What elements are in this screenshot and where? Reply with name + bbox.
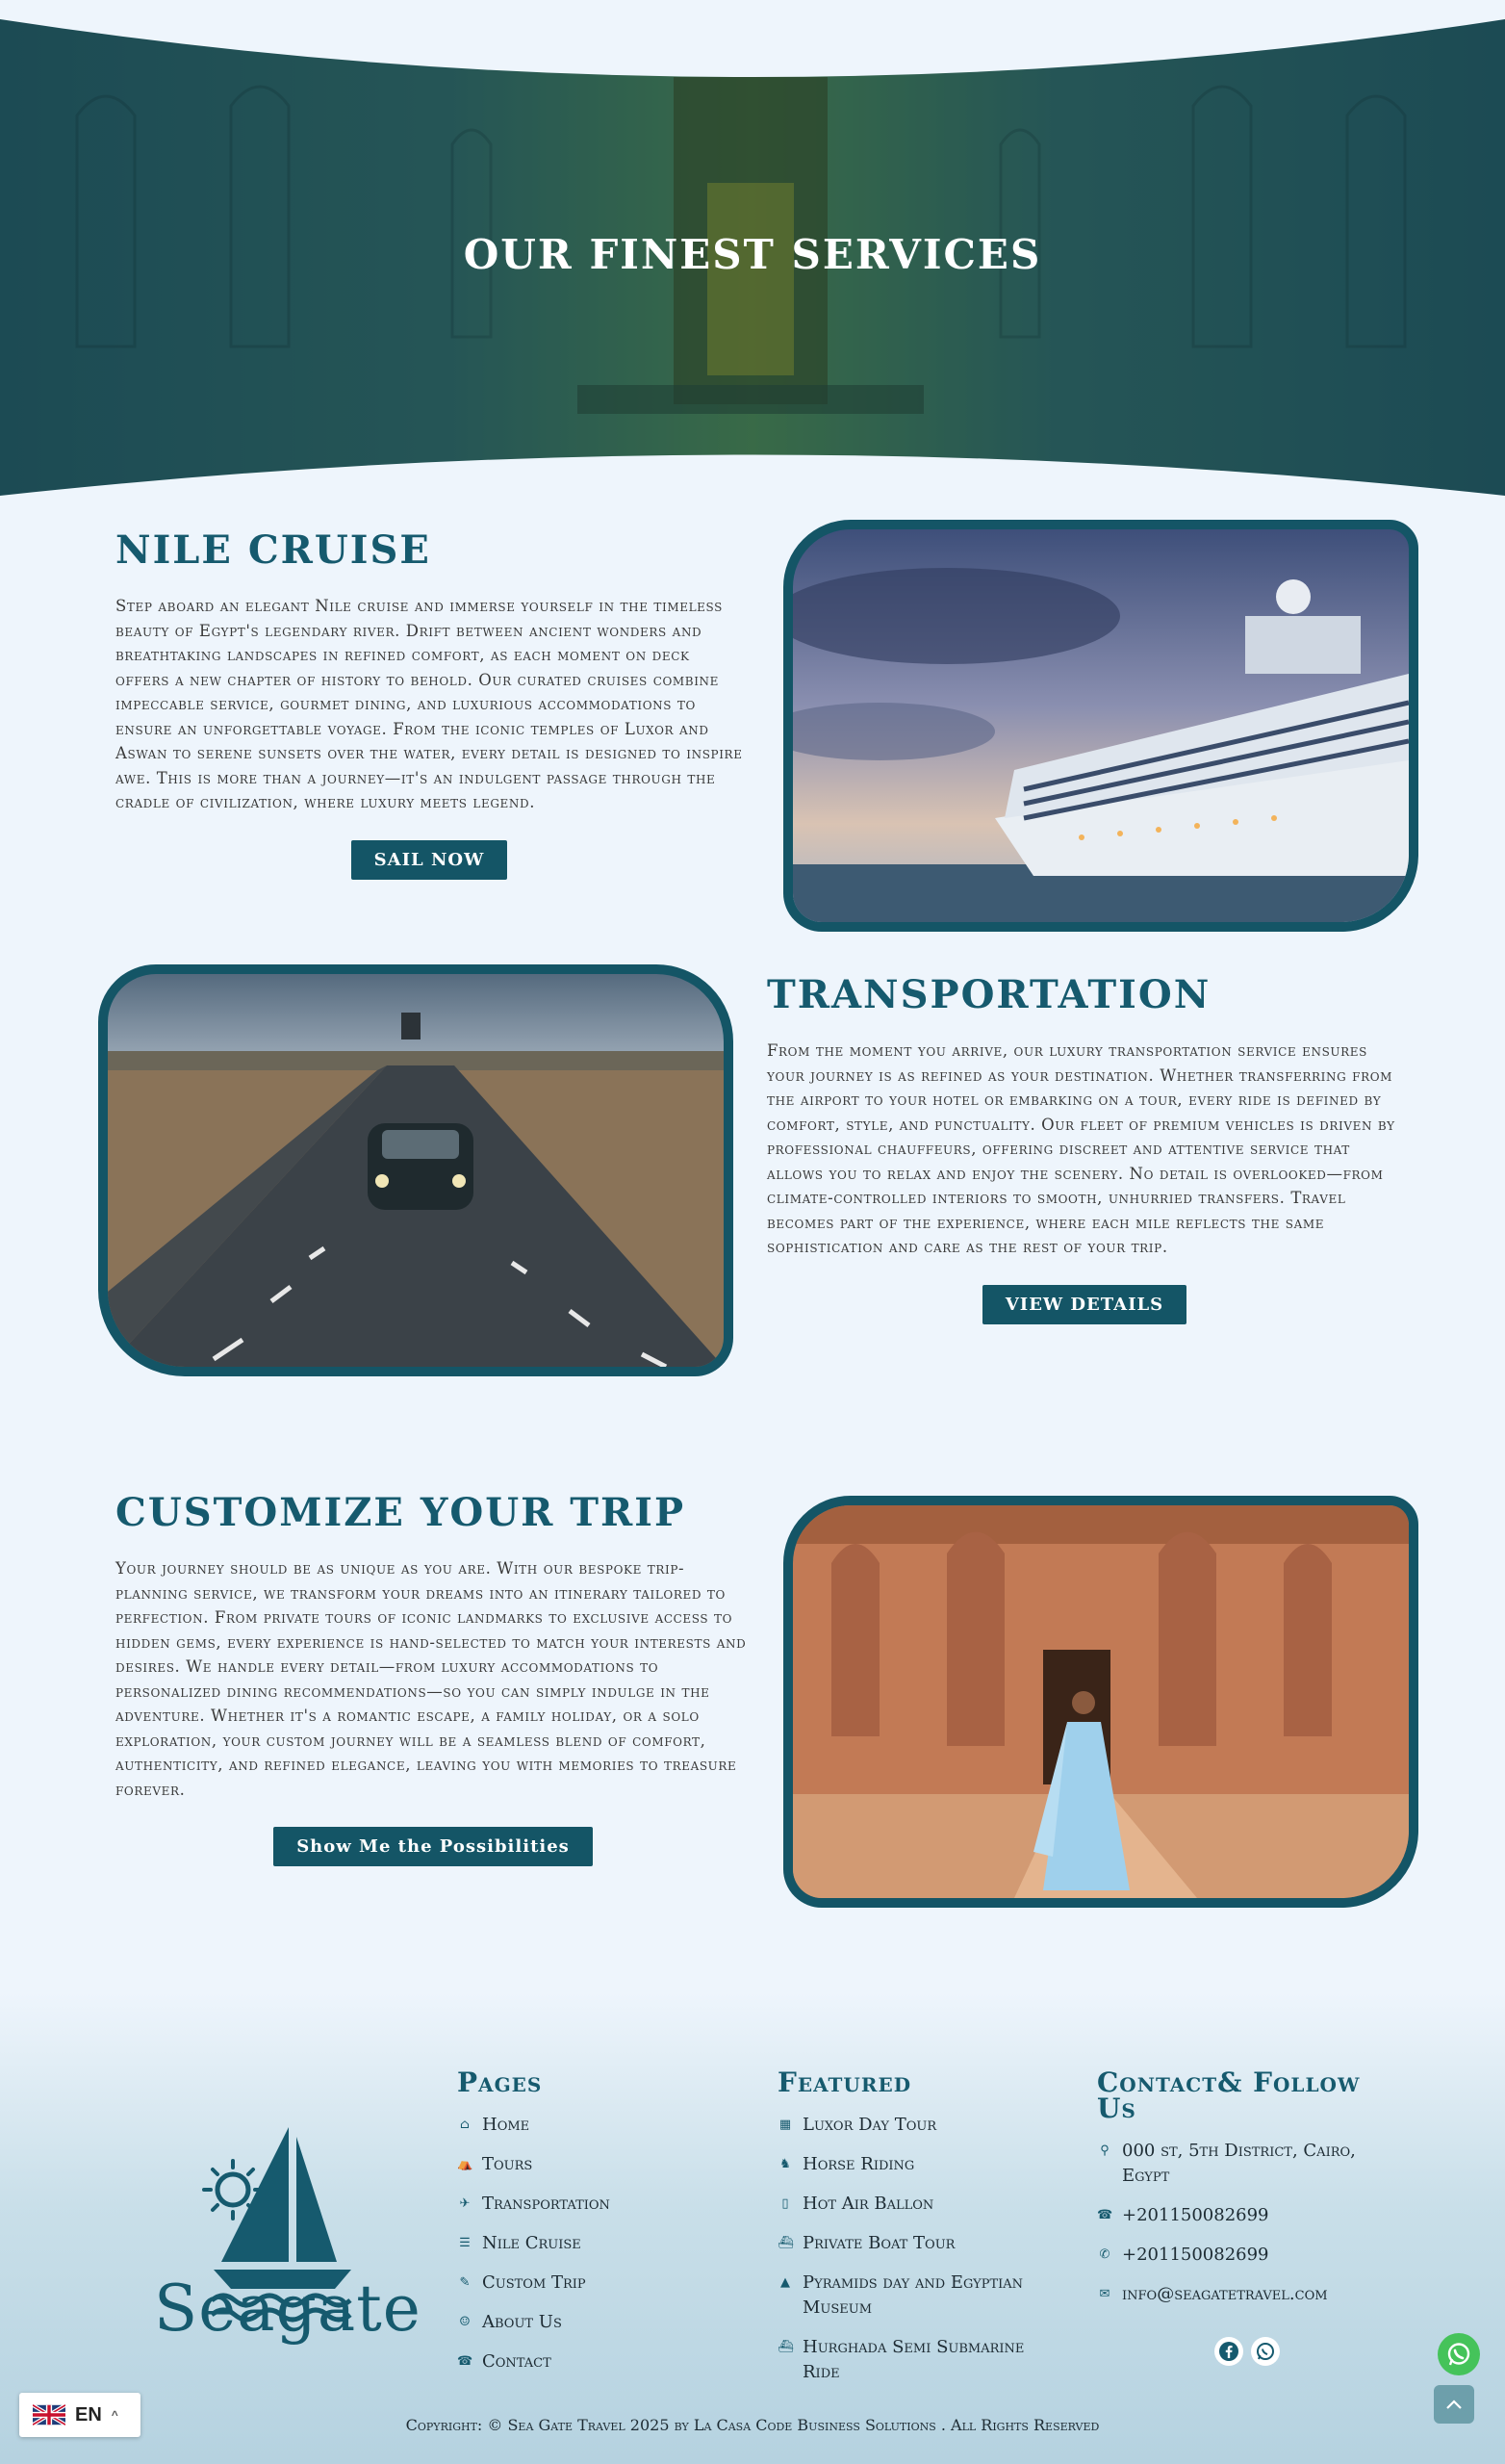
plane-icon: ✈ bbox=[459, 2196, 471, 2211]
contact-address-text: 000 st, 5th District, Cairo, Egypt bbox=[1122, 2141, 1356, 2186]
hero-top-curve bbox=[0, 0, 1505, 77]
footer-link-label: Custom Trip bbox=[482, 2272, 586, 2293]
phone-icon: ☎ bbox=[457, 2354, 473, 2369]
building-icon: ▦ bbox=[778, 2118, 792, 2132]
footer-link-label: Luxor Day Tour bbox=[803, 2115, 937, 2135]
footer-link-label: Horse Riding bbox=[803, 2154, 915, 2174]
contact-address bbox=[1097, 2139, 1386, 2189]
chevron-up-icon bbox=[1445, 2399, 1463, 2410]
contact-whatsapp-text: +201150082699 bbox=[1122, 2245, 1269, 2265]
ship-icon: ⛴ bbox=[778, 2236, 794, 2250]
customize-trip-section bbox=[115, 1490, 751, 1866]
abu-simbel-woman-photo bbox=[783, 1496, 1418, 1908]
footer-link-label: About Us bbox=[482, 2312, 562, 2332]
section-title: CUSTOMIZE YOUR TRIP bbox=[115, 1490, 686, 1535]
whatsapp-social-link[interactable] bbox=[1251, 2337, 1280, 2366]
contact-phone-text: +201150082699 bbox=[1122, 2205, 1269, 2225]
footer-link-private-boat-tour[interactable] bbox=[778, 2231, 1066, 2256]
footer-link-label: Home bbox=[482, 2115, 530, 2135]
whatsapp-chat-button[interactable] bbox=[1438, 2333, 1480, 2375]
footer-featured-column bbox=[778, 2066, 1066, 2400]
car-on-desert-road-photo bbox=[98, 964, 733, 1376]
page-title: OUR FINEST SERVICES bbox=[463, 231, 1042, 278]
balloon-icon: ▯ bbox=[781, 2196, 789, 2211]
tours-icon: ⛺ bbox=[457, 2157, 473, 2171]
whatsapp-icon: ✆ bbox=[1099, 2247, 1110, 2262]
copyright-text: Copyright: © Sea Gate Travel 2025 by La Casa Code Business Solutions . All Rights Reserved bbox=[405, 2416, 1100, 2434]
view-details-button[interactable]: VIEW DETAILS bbox=[982, 1285, 1186, 1324]
chevron-up-icon: ^ bbox=[111, 2408, 118, 2422]
whatsapp-icon bbox=[1255, 2341, 1276, 2362]
list-icon: ☰ bbox=[459, 2236, 471, 2250]
footer-link-custom-trip[interactable] bbox=[457, 2271, 746, 2296]
site-footer bbox=[0, 1992, 1505, 2464]
footer-link-nile-cruise[interactable] bbox=[457, 2231, 746, 2256]
footer-link-about-us[interactable] bbox=[457, 2310, 746, 2335]
footer-link-label: Contact bbox=[482, 2351, 551, 2372]
footer-link-label: Tours bbox=[482, 2154, 533, 2174]
footer-link-semi-submarine[interactable] bbox=[778, 2335, 1066, 2385]
section-title: TRANSPORTATION bbox=[767, 972, 1212, 1017]
pyramid-icon: ▲ bbox=[780, 2275, 790, 2290]
footer-link-label: Transportation bbox=[482, 2194, 610, 2214]
language-code: EN bbox=[75, 2403, 102, 2426]
logo-wordmark: Seagate bbox=[154, 2272, 421, 2346]
facebook-icon bbox=[1218, 2341, 1239, 2362]
transportation-section bbox=[767, 972, 1402, 1324]
footer-link-label: Hurghada Semi Submarine Ride bbox=[803, 2337, 1025, 2382]
footer-link-label: Private Boat Tour bbox=[803, 2233, 956, 2253]
nile-cruise-section bbox=[115, 527, 743, 880]
footer-pages-heading: Pages bbox=[457, 2066, 543, 2098]
footer-contact-heading: Contact& Follow Us bbox=[1097, 2066, 1361, 2124]
footer-link-hot-air-balloon[interactable] bbox=[778, 2192, 1066, 2217]
contact-email-text: info@seagatetravel.com bbox=[1122, 2284, 1328, 2304]
phone-icon: ☎ bbox=[1097, 2208, 1113, 2222]
footer-link-transportation[interactable] bbox=[457, 2192, 746, 2217]
footer-link-label: Nile Cruise bbox=[482, 2233, 581, 2253]
cruise-ship-photo bbox=[783, 520, 1418, 932]
contact-whatsapp[interactable] bbox=[1097, 2243, 1386, 2268]
show-possibilities-button[interactable]: Show Me the Possibilities bbox=[273, 1827, 593, 1866]
footer-pages-column bbox=[457, 2066, 746, 2389]
hero-bottom-curve bbox=[0, 443, 1505, 510]
footer-link-horse-riding[interactable] bbox=[778, 2152, 1066, 2177]
footer-link-home[interactable] bbox=[457, 2113, 746, 2138]
users-icon: ☺ bbox=[459, 2315, 471, 2329]
language-selector[interactable] bbox=[19, 2393, 140, 2437]
section-description: Step aboard an elegant Nile cruise and immerse yourself in the timeless beauty of Egypt's legendary river. Drift between ancient wonders and breathtaking landscapes in refined comfort, as each moment on deck offers a new chapter of history to behold. Our curated cruises combine impeccable service, gourmet dining, and luxurious accommodations to ensure an unforgettable voyage. From the iconic temples of Luxor and Aswan to serene sunsets over the water, every detail is designed to inspire awe. This is more than a journey—it's an indulgent passage through the cradle of civilization, where luxury meets legend. bbox=[115, 597, 743, 811]
whatsapp-icon bbox=[1444, 2340, 1473, 2369]
submarine-icon: ⛴ bbox=[778, 2340, 794, 2354]
footer-link-tours[interactable] bbox=[457, 2152, 746, 2177]
footer-contact-column bbox=[1097, 2066, 1386, 2322]
facebook-link[interactable] bbox=[1214, 2337, 1243, 2366]
hero-banner bbox=[0, 0, 1505, 510]
home-icon: ⌂ bbox=[460, 2118, 470, 2132]
footer-link-luxor-day-tour[interactable] bbox=[778, 2113, 1066, 2138]
contact-email[interactable] bbox=[1097, 2282, 1386, 2307]
footer-link-label: Pyramids day and Egyptian Museum bbox=[803, 2272, 1024, 2318]
edit-icon: ✎ bbox=[459, 2275, 471, 2290]
uk-flag-icon bbox=[33, 2404, 65, 2426]
footer-link-contact[interactable] bbox=[457, 2349, 746, 2374]
location-icon: ⚲ bbox=[1100, 2143, 1110, 2158]
section-description: From the moment you arrive, our luxury transportation service ensures your journey is as refined as your destination. Whether transferring from the airport to your hotel or embarking on a tour, every ride is defined by comfort, style, and punctuality. Our fleet of premium vehicles is driven by professional chauffeurs, offering discreet and attentive service that allows you to relax and enjoy the scenery. No detail is overlooked—from climate-controlled interiors to smooth, unhurried transfers. Travel becomes part of the experience, where each mile reflects the same sophistication and care as the rest of your trip. bbox=[767, 1041, 1395, 1256]
footer-link-pyramids[interactable] bbox=[778, 2271, 1066, 2321]
contact-phone[interactable] bbox=[1097, 2203, 1386, 2228]
horse-icon: ♞ bbox=[779, 2157, 791, 2171]
back-to-top-button[interactable] bbox=[1434, 2385, 1474, 2424]
section-title: NILE CRUISE bbox=[115, 527, 431, 573]
email-icon: ✉ bbox=[1099, 2287, 1110, 2301]
footer-featured-heading: Featured bbox=[778, 2066, 912, 2098]
footer-link-label: Hot Air Ballon bbox=[803, 2194, 934, 2214]
section-description: Your journey should be as unique as you are. With our bespoke trip-planning service, we transform your dreams into an itinerary tailored to perfection. From private tours of iconic landmarks to exclusive access to hidden gems, every experience is hand-selected to match your interests and desires. We handle every detail—from luxury accommodations to personalized dining recommendations—so you can simply indulge in the adventure. Whether it's a romantic escape, a family holiday, or a solo exploration, your custom journey will be a seamless blend of comfort, authenticity, and refined elegance, leaving you with memories to treasure forever. bbox=[115, 1559, 747, 1799]
sail-now-button[interactable]: SAIL NOW bbox=[351, 840, 508, 880]
